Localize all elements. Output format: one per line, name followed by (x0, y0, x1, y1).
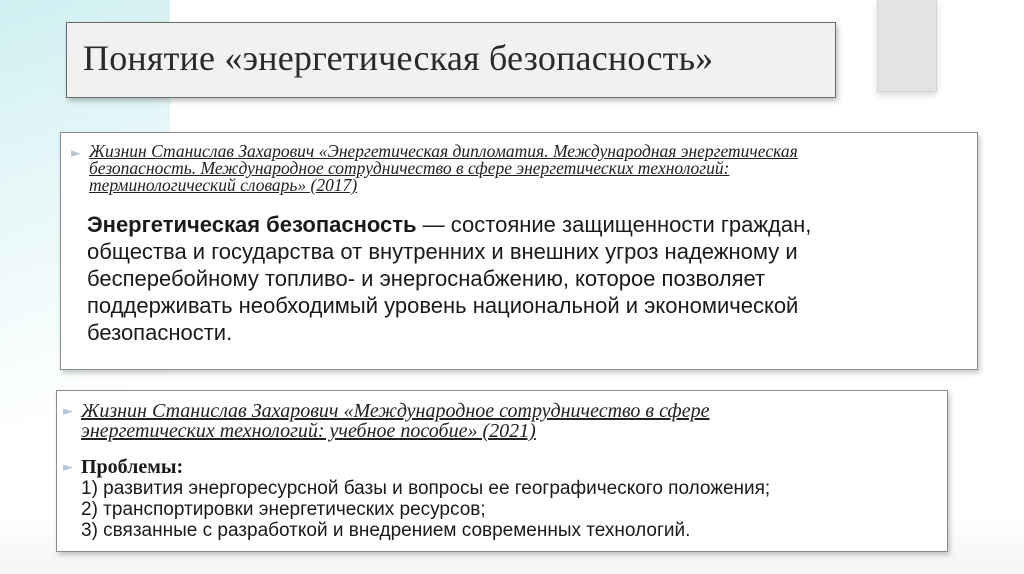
source-row-2017 (71, 143, 798, 194)
problems-heading: Проблемы: (81, 456, 184, 478)
source-citation-2017[interactable] (89, 143, 798, 194)
corner-decoration (877, 0, 937, 92)
slide-title: Понятие «энергетическая безопасность» (83, 38, 714, 78)
triangle-right-icon: ► (63, 404, 73, 419)
source-line: терминологический словарь» (2017) (89, 175, 358, 195)
problems-list (81, 457, 770, 541)
source-citation-2021[interactable] (81, 401, 709, 441)
list-item: 1) развития энергоресурсной базы и вопросы ее географического положения; (81, 478, 771, 499)
definition-term: Энергетическая безопасность (87, 212, 417, 237)
problems-row (63, 457, 770, 541)
definition-text (87, 211, 967, 346)
list-item: 2) транспортировки энергетических ресурсов; (81, 499, 486, 520)
source-line: безопасность. Международное сотрудничество в сфере энергетических технологий: (89, 158, 730, 178)
source-line: энергетических технологий: учебное пособие» (2021) (81, 420, 536, 442)
title-box (66, 22, 836, 98)
definition-line: безопасности. (87, 320, 233, 345)
definition-line: общества и государства от внутренних и внешних угроз надежному и (87, 239, 798, 264)
problems-box (56, 390, 948, 552)
source-row-2021 (63, 401, 709, 441)
definition-box (60, 132, 978, 370)
definition-line: бесперебойному топливо- и энергоснабжению, которое позволяет (87, 266, 766, 291)
definition-line: поддерживать необходимый уровень национальной и экономической (87, 293, 799, 318)
triangle-right-icon: ► (63, 460, 73, 475)
list-item: 3) связанные с разработкой и внедрением современных технологий. (81, 520, 691, 541)
source-line: Жизнин Станислав Захарович «Международное сотрудничество в сфере (81, 400, 710, 422)
source-line: Жизнин Станислав Захарович «Энергетическая дипломатия. Международная энергетическая (89, 141, 798, 161)
definition-line: — состояние защищенности граждан, (416, 212, 812, 237)
triangle-right-icon: ► (71, 146, 81, 161)
